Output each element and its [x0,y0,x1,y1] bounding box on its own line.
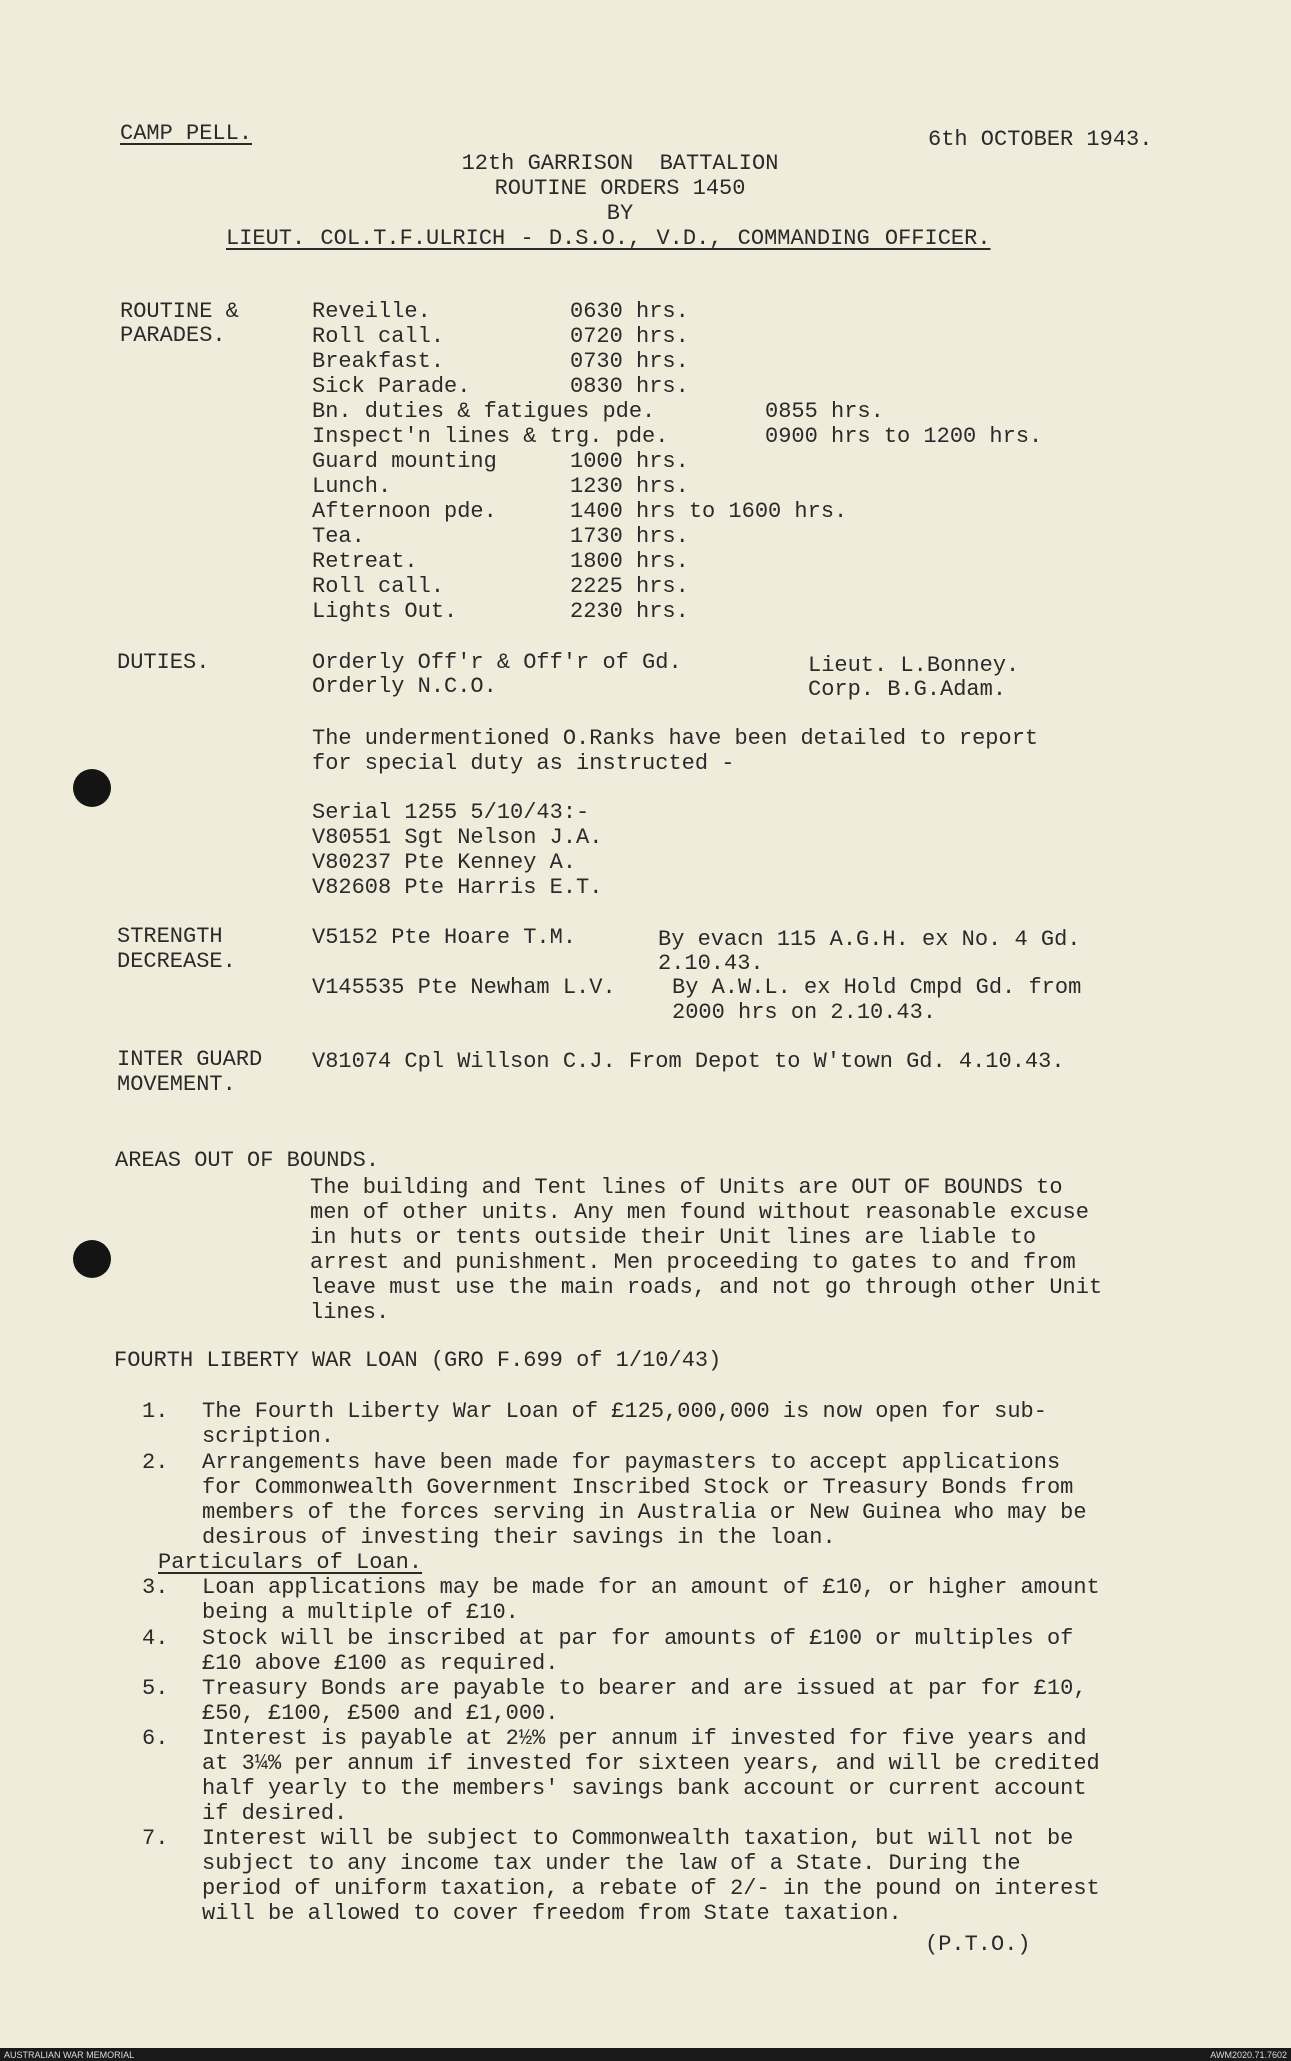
bounds-text: lines. [310,1300,390,1325]
loan-item-text: £10 above £100 as required. [202,1651,559,1676]
bounds-text: men of other units. Any men found without reasonable excuse [310,1200,1089,1225]
schedule-label: Afternoon pde. [312,499,497,524]
schedule-label: Retreat. [312,549,418,574]
loan-item-number: 2. [142,1450,169,1475]
bounds-heading: AREAS OUT OF BOUNDS. [115,1148,380,1173]
bounds-text: The building and Tent lines of Units are OUT OF BOUNDS to [310,1175,1063,1200]
schedule-time: 1400 hrs to 1600 hrs. [570,499,848,524]
duty-role: Orderly Off'r & Off'r of Gd. [312,650,682,675]
strength-detail: By A.W.L. ex Hold Cmpd Gd. from [672,975,1082,1000]
loan-item-text: scription. [202,1424,335,1449]
archive-credit: AUSTRALIAN WAR MEMORIAL [4,2050,135,2060]
duty-officer: Lieut. L.Bonney. [808,653,1020,678]
loan-item-text: will be allowed to cover freedom from State taxation. [202,1901,902,1926]
schedule-time: 1230 hrs. [570,474,689,499]
inter-guard-heading-2: MOVEMENT. [117,1072,236,1097]
special-duty-notice: The undermentioned O.Ranks have been detailed to report [312,726,1039,751]
loan-item-text: Stock will be inscribed at par for amounts of £100 or multiples of [202,1626,1074,1651]
routine-heading-2: PARADES. [120,323,226,348]
schedule-time: 2225 hrs. [570,574,689,599]
loan-item-text: subject to any income tax under the law of a State. During the [202,1851,1021,1876]
loan-item-text: Arrangements have been made for paymasters to accept applications [202,1450,1061,1475]
schedule-time: 0630 hrs. [570,299,689,324]
schedule-label: Roll call. [312,324,445,349]
schedule-time: 0900 hrs to 1200 hrs. [765,424,1043,449]
schedule-time: 0730 hrs. [570,349,689,374]
schedule-time: 0830 hrs. [570,374,689,399]
page-turn-note: (P.T.O.) [925,1932,1031,1957]
strength-detail-2: 2.10.43. [658,951,764,976]
schedule-label: Roll call. [312,574,445,599]
schedule-label: Breakfast. [312,349,445,374]
bounds-text: leave must use the main roads, and not go through other Unit [310,1275,1103,1300]
loan-item-text: Interest will be subject to Commonwealth taxation, but will not be [202,1826,1074,1851]
loan-item-number: 7. [142,1826,169,1851]
rank-entry: V80237 Pte Kenney A. [312,850,577,875]
schedule-time: 0720 hrs. [570,324,689,349]
routine-heading: ROUTINE & [120,299,239,324]
serial-number: Serial 1255 5/10/43:- [312,800,590,825]
schedule-label: Lunch. [312,474,392,499]
loan-item-text: half yearly to the members' savings bank account or current account [202,1776,1087,1801]
schedule-label: Bn. duties & fatigues pde. [312,399,656,424]
loan-item-text: being a multiple of £10. [202,1600,519,1625]
schedule-label: Lights Out. [312,599,458,624]
loan-subheading: Particulars of Loan. [158,1550,423,1575]
loan-item-text: if desired. [202,1801,348,1826]
schedule-label: Guard mounting [312,449,497,474]
loan-item-text: members of the forces serving in Australia or New Guinea who may be [202,1500,1087,1525]
loan-heading: FOURTH LIBERTY WAR LOAN (GRO F.699 of 1/10/43) [114,1348,722,1373]
special-duty-notice-2: for special duty as instructed - [312,751,735,776]
loan-item-text: at 3¼% per annum if invested for sixteen years, and will be credited [202,1751,1100,1776]
schedule-time: 1000 hrs. [570,449,689,474]
by-line: BY [606,201,634,226]
bounds-text: arrest and punishment. Men proceeding to gates to and from [310,1250,1076,1275]
loan-item-number: 4. [142,1626,169,1651]
schedule-label: Sick Parade. [312,374,471,399]
schedule-time: 1730 hrs. [570,524,689,549]
archive-reference: AWM2020.71.7602 [1210,2050,1287,2060]
loan-item-text: period of uniform taxation, a rebate of 2/- in the pound on interest [202,1876,1100,1901]
strength-heading-2: DECREASE. [117,949,236,974]
orders-title: ROUTINE ORDERS 1450 [494,176,746,201]
loan-item-number: 5. [142,1676,169,1701]
loan-item-number: 3. [142,1575,169,1600]
punch-hole-bottom [73,1240,111,1278]
strength-heading: STRENGTH [117,924,223,949]
commanding-officer: LIEUT. COL.T.F.ULRICH - D.S.O., V.D., COMMANDING OFFICER. [226,226,991,251]
strength-detail-2: 2000 hrs on 2.10.43. [672,1000,937,1025]
bounds-text: in huts or tents outside their Unit lines are liable to [310,1225,1037,1250]
duty-officer: Corp. B.G.Adam. [808,677,1007,702]
schedule-label: Tea. [312,524,365,549]
duties-heading: DUTIES. [117,650,210,675]
loan-item-text: desirous of investing their savings in the loan. [202,1525,836,1550]
battalion-title: 12th GARRISON BATTALION [461,151,779,176]
loan-item-text: Treasury Bonds are payable to bearer and are issued at par for £10, [202,1676,1087,1701]
duty-role: Orderly N.C.O. [312,674,497,699]
punch-hole-top [73,769,111,807]
rank-entry: V80551 Sgt Nelson J.A. [312,825,603,850]
loan-item-number: 1. [142,1399,169,1424]
schedule-label: Reveille. [312,299,431,324]
strength-detail: By evacn 115 A.G.H. ex No. 4 Gd. [658,927,1081,952]
loan-item-text: £50, £100, £500 and £1,000. [202,1701,559,1726]
inter-guard-entry: V81074 Cpl Willson C.J. From Depot to W'town Gd. 4.10.43. [312,1049,1065,1074]
loan-item-number: 6. [142,1726,169,1751]
loan-item-text: for Commonwealth Government Inscribed Stock or Treasury Bonds from [202,1475,1074,1500]
inter-guard-heading: INTER GUARD [117,1047,263,1072]
schedule-time: 1800 hrs. [570,549,689,574]
strength-member: V5152 Pte Hoare T.M. [312,925,577,950]
strength-member: V145535 Pte Newham L.V. [312,975,616,1000]
schedule-time: 0855 hrs. [765,399,884,424]
rank-entry: V82608 Pte Harris E.T. [312,875,603,900]
order-date: 6th OCTOBER 1943. [928,127,1153,152]
schedule-label: Inspect'n lines & trg. pde. [312,424,669,449]
camp-name: CAMP PELL. [120,121,253,146]
loan-item-text: Loan applications may be made for an amount of £10, or higher amount [202,1575,1100,1600]
loan-item-text: Interest is payable at 2½% per annum if invested for five years and [202,1726,1087,1751]
loan-item-text: The Fourth Liberty War Loan of £125,000,000 is now open for sub- [202,1399,1047,1424]
schedule-time: 2230 hrs. [570,599,689,624]
